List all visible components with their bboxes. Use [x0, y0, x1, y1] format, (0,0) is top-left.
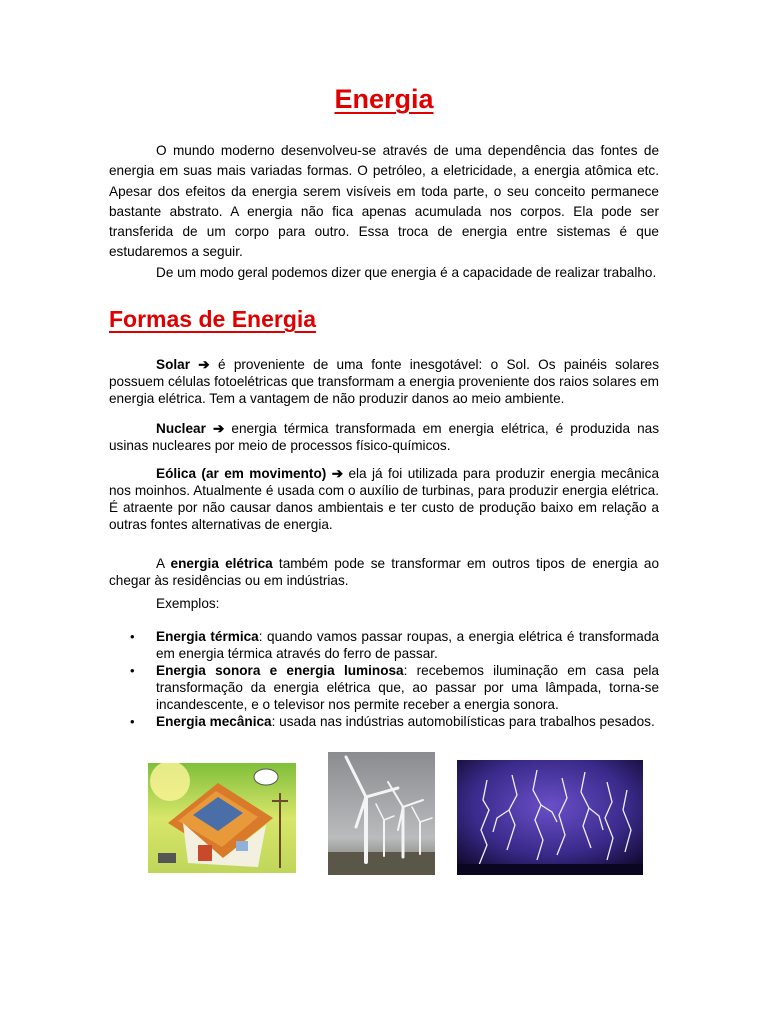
intro-paragraph-2: De um modo geral podemos dizer que energia é a capacidade de realizar trabalho. — [156, 265, 657, 280]
list-item — [109, 713, 659, 730]
solar-house-image — [148, 763, 296, 873]
form-name: Eólica (ar em movimento) — [156, 466, 327, 481]
form-text: energia térmica transformada em energia elétrica, é produzida nas usinas nucleares por meio de processos físico-químicos. — [109, 421, 659, 453]
section-title: Formas de Energia — [109, 306, 317, 332]
electric-pre: A — [156, 556, 171, 571]
electric-bold: energia elétrica — [170, 556, 273, 571]
example-text: : quando vamos passar roupas, a energia elétrica é transformada em energia térmica através do ferro de passar. — [156, 629, 659, 661]
arrow-icon: ➔ — [212, 421, 225, 436]
form-eolica — [109, 465, 659, 533]
form-nuclear — [109, 420, 659, 454]
form-name: Solar — [156, 357, 190, 372]
form-text: é proveniente de uma fonte inesgotável: o Sol. Os painéis solares possuem células fotoelétricas que transformam a energia proveniente dos raios solares em energia elétrica. Tem a vantagem de não produzir danos ao meio ambiente. — [109, 357, 660, 406]
arrow-icon: ➔ — [198, 357, 210, 372]
example-title: Energia térmica — [156, 629, 259, 644]
form-text: ela já foi utilizada para produzir energia mecânica nos moinhos. Atualmente é usada com o auxílio de turbinas, para produzir energia elétrica. É atraente por não causar danos ambientais e ter custo de produção baixo em relação a outras fontes alternativas de energia. — [109, 466, 660, 532]
lightning-image — [457, 760, 643, 875]
form-solar — [109, 356, 659, 407]
bullet-icon: • — [130, 714, 135, 729]
intro-paragraph-1: O mundo moderno desenvolveu-se através de uma dependência das fontes de energia em suas mais variadas formas. O petróleo, a eletricidade, a energia atômica etc. Apesar dos efeitos da energia serem visíveis em toda parte, o seu conceito permanece bastante abstrato. A energia não fica apenas acumulada nos corpos. Ela pode ser transferida de um corpo para outro. Essa troca de energia entre sistemas é que estudaremos a seguir. — [109, 143, 659, 260]
example-title: Energia sonora e energia luminosa — [156, 663, 404, 678]
example-text: : usada nas indústrias automobilísticas para trabalhos pesados. — [271, 714, 655, 729]
wind-turbines-image — [328, 752, 435, 875]
arrow-icon: ➔ — [331, 466, 344, 481]
list-item — [109, 628, 659, 662]
example-text: : recebemos iluminação em casa pela transformação da energia elétrica que, ao passar por uma lâmpada, torna-se incandescente, e o televisor nos permite receber a energia sonora. — [156, 663, 659, 712]
page-title: Energia — [334, 84, 434, 114]
bullet-icon: • — [130, 629, 135, 644]
examples-list — [109, 628, 659, 730]
examples-label: Exemplos: — [156, 596, 220, 611]
bullet-icon: • — [130, 663, 135, 678]
electric-post: também pode se transformar em outros tipos de energia ao chegar às residências ou em indústrias. — [109, 556, 660, 588]
form-name: Nuclear — [156, 421, 206, 436]
electric-energy-paragraph — [109, 555, 659, 589]
example-title: Energia mecânica — [156, 714, 272, 729]
list-item — [109, 662, 659, 713]
